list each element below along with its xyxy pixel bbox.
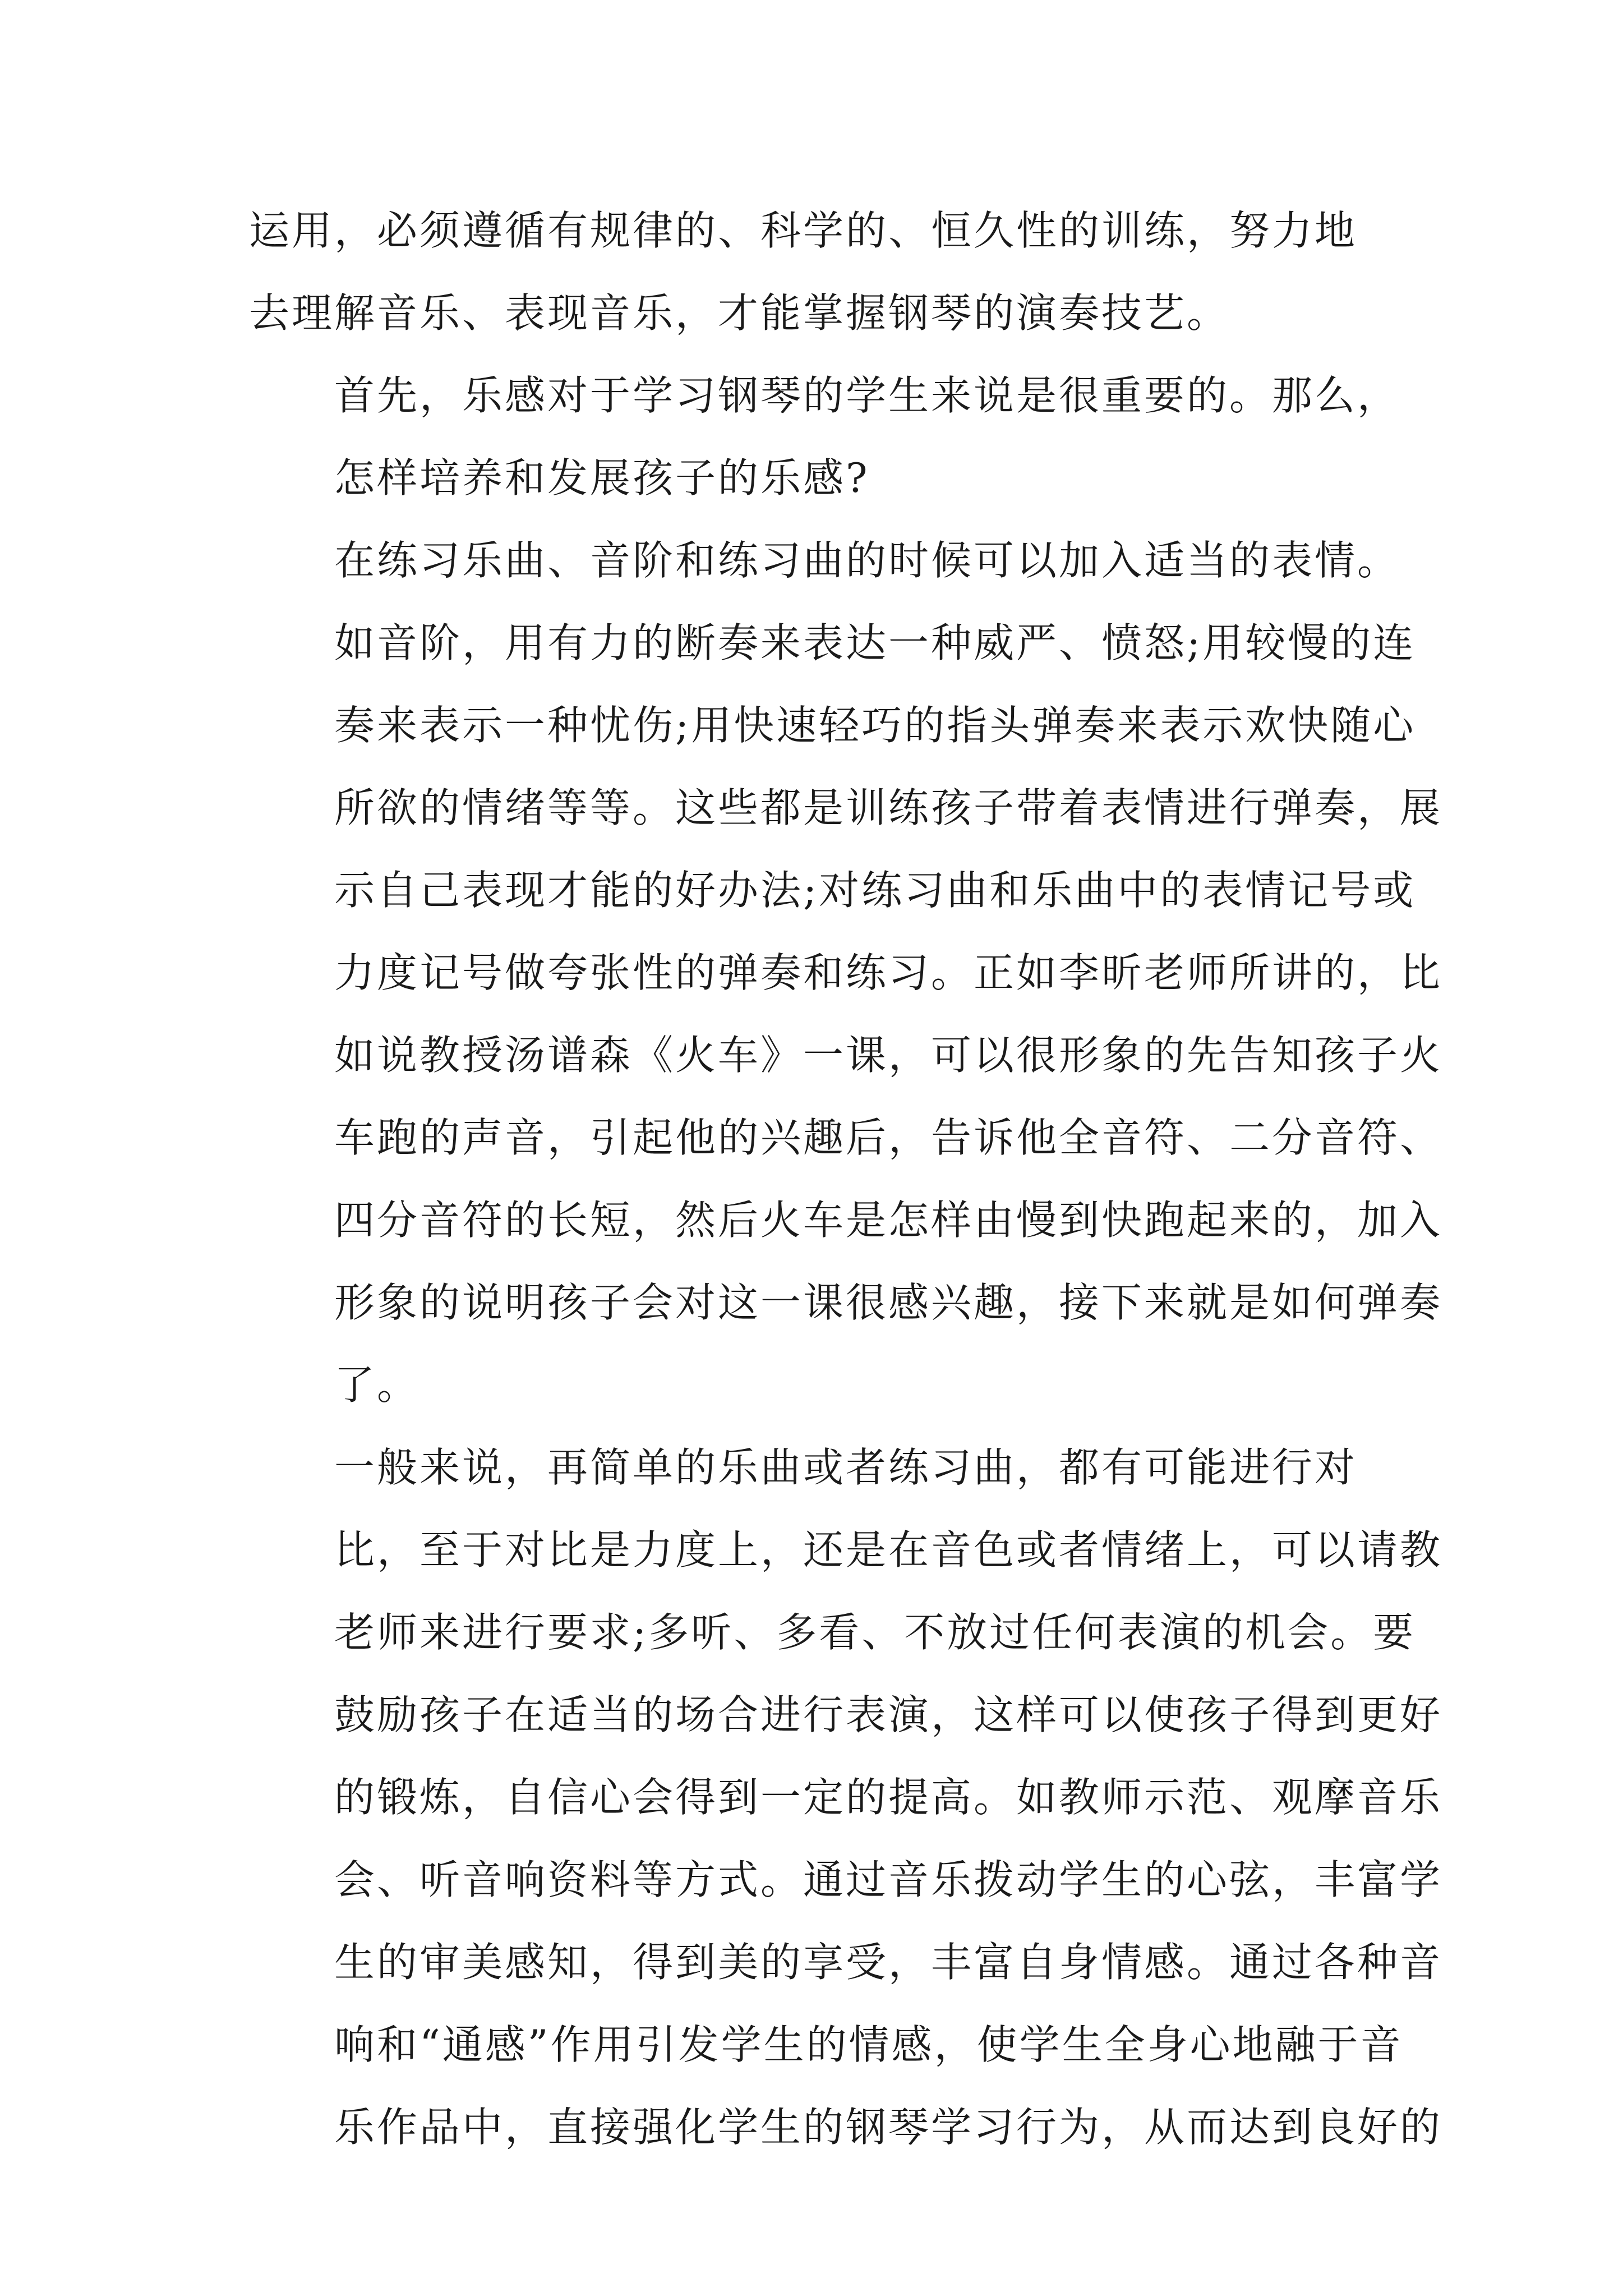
document-body — [249, 190, 1443, 2169]
text-line: 形象的说明孩子会对这一课很感兴趣，接下来就是如何弹奏 — [334, 1279, 1443, 1326]
text-line: 老师来进行要求;多听、多看、不放过任何表演的机会。要 — [334, 1609, 1416, 1656]
text-line: 鼓励孩子在适当的场合进行表演，这样可以使孩子得到更好 — [334, 1691, 1443, 1738]
text-line: 四分音符的长短，然后火车是怎样由慢到快跑起来的，加入 — [334, 1197, 1443, 1244]
text-line: 示自己表现才能的好办法;对练习曲和乐曲中的表情记号或 — [334, 867, 1416, 914]
paragraph — [249, 355, 1400, 519]
text-line: 的锻炼，自信心会得到一定的提高。如教师示范、观摩音乐 — [334, 1774, 1443, 1821]
text-line: 如音阶，用有力的断奏来表达一种威严、愤怒;用较慢的连 — [334, 619, 1416, 666]
text-line: 奏来表示一种忧伤;用快速轻巧的指头弹奏来表示欢快随心 — [334, 702, 1416, 749]
paragraph — [249, 190, 1393, 355]
text-line: 响和“通感”作用引发学生的情感，使学生全身心地融于音 — [334, 2021, 1403, 2068]
text-line: 车跑的声音，引起他的兴趣后，告诉他全音符、二分音符、 — [334, 1114, 1443, 1161]
paragraph — [249, 519, 1443, 1427]
text-line: 一般来说，再简单的乐曲或者练习曲，都有可能进行对 — [334, 1444, 1358, 1491]
text-line: 首先，乐感对于学习钢琴的学生来说是很重要的。那么， — [334, 372, 1400, 419]
text-line: 运用，必须遵循有规律的、科学的、恒久性的训练，努力地 — [249, 207, 1358, 254]
text-line: 会、听音响资料等方式。通过音乐拨动学生的心弦，丰富学 — [334, 1856, 1443, 1903]
text-line: 乐作品中，直接强化学生的钢琴学习行为，从而达到良好的 — [334, 2104, 1443, 2151]
text-line: 在练习乐曲、音阶和练习曲的时候可以加入适当的表情。 — [334, 537, 1400, 584]
text-line: 力度记号做夸张性的弹奏和练习。正如李昕老师所讲的，比 — [334, 949, 1443, 996]
text-line: 比，至于对比是力度上，还是在音色或者情绪上，可以请教 — [334, 1526, 1443, 1573]
text-line: 怎样培养和发展孩子的乐感? — [334, 454, 870, 501]
text-line: 去理解音乐、表现音乐，才能掌握钢琴的演奏技艺。 — [249, 289, 1230, 337]
text-line: 了。 — [334, 1361, 420, 1409]
text-line: 生的审美感知，得到美的享受，丰富自身情感。通过各种音 — [334, 1939, 1443, 1986]
paragraph — [249, 1427, 1443, 2169]
text-line: 如说教授汤谱森《火车》一课，可以很形象的先告知孩子火 — [334, 1032, 1443, 1079]
text-line: 所欲的情绪等等。这些都是训练孩子带着表情进行弹奏，展 — [334, 784, 1443, 831]
